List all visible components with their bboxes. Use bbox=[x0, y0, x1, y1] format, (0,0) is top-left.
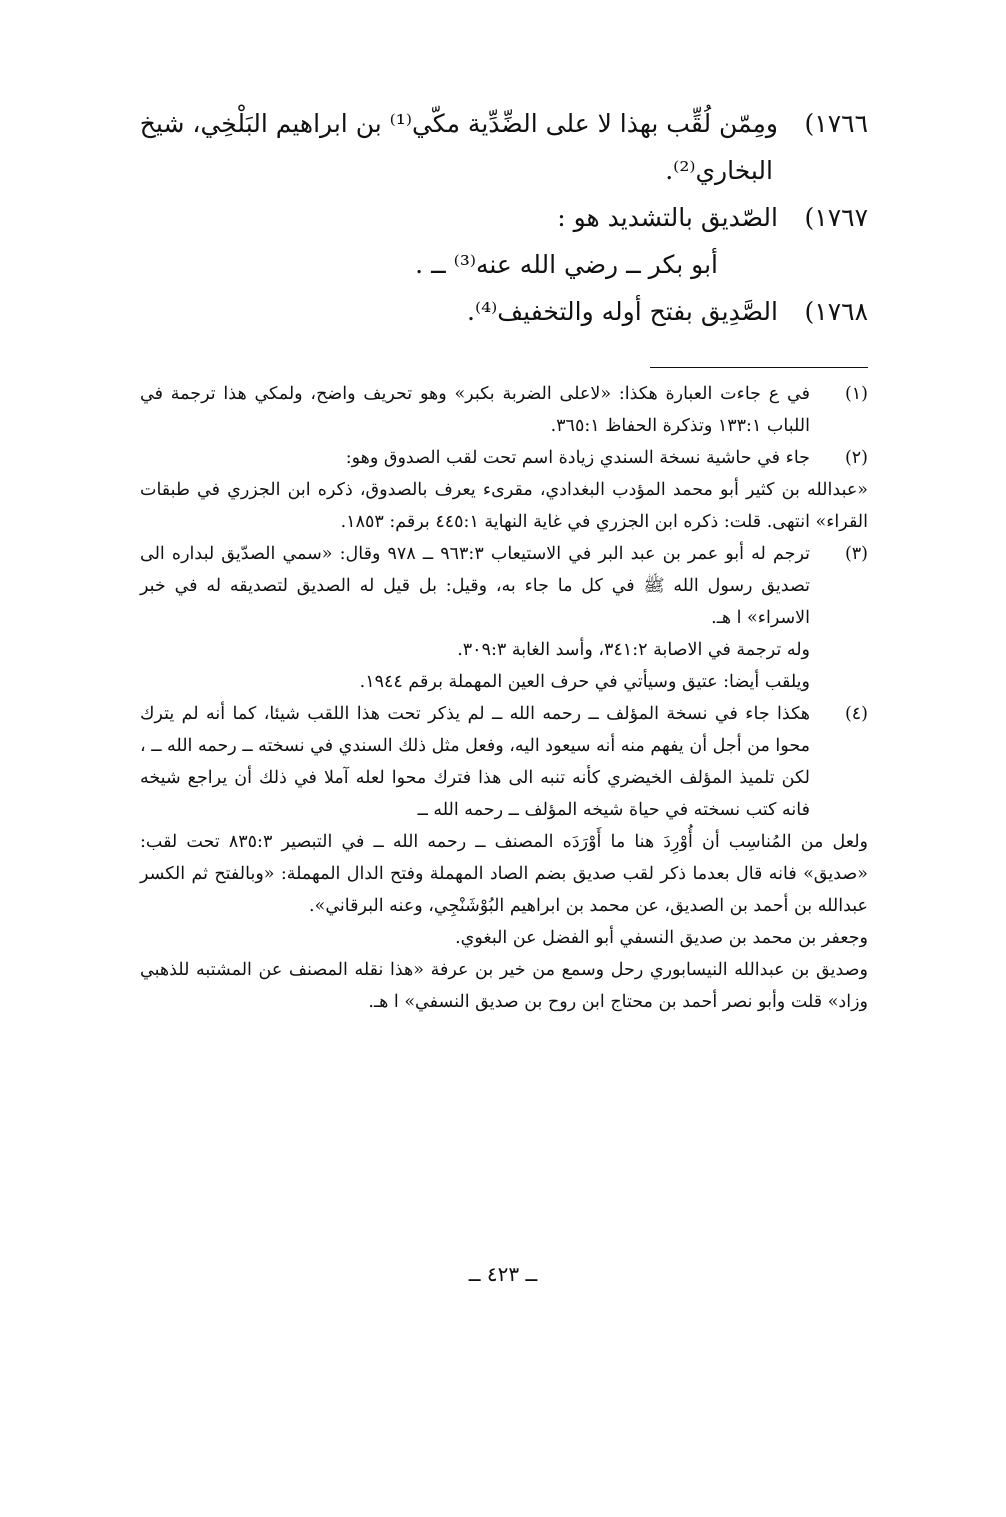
entry-text-line: البخاري⁽²⁾. bbox=[665, 156, 773, 185]
footnote-paragraph: ترجم له أبو عمر بن عبد البر في الاستيعاب ٩٦٣:٣ ــ ٩٧٨ وقال: «سمي الصدّيق لبداره الى تصديق رسول الله ﷺ في كل ما جاء به، وقيل: بل قيل له الصديق لتصديقه له في خبر الاسراء» ا هـ. bbox=[140, 544, 810, 628]
entry-text-line: ومِمّن لُقِّب بهذا لا على الضِّدِّية مكّي⁽¹⁾ بن ابراهيم البَلْخِي، شيخ bbox=[139, 109, 778, 138]
footnote-number: (٤) bbox=[844, 704, 868, 724]
footnote-paragraph: وله ترجمة في الاصابة ٣٤١:٢، وأسد الغابة ٣٠٩:٣. bbox=[457, 640, 810, 660]
footnote-paragraph: هكذا جاء في نسخة المؤلف ــ رحمه الله ــ لم يذكر تحت هذا اللقب شيئا، كما أنه لم يترك محوا من أجل أن يفهم منه أنه سيعود اليه، وفعل مثل ذلك السندي في نسخته ــ رحمه الله ــ ، لكن تلميذ المؤلف الخيضري كأنه تنبه الى هذا فترك محوا لعله آملا في ذلك أن يراجع شيخه فانه كتب نسخته في حياة شيخه المؤلف ــ رحمه الله ــ bbox=[140, 704, 810, 820]
footnote-number: (١) bbox=[844, 384, 868, 404]
entry-number: ١٧٦٨) bbox=[804, 297, 868, 326]
footnote-paragraph: ويلقب أيضا: عتيق وسيأتي في حرف العين المهملة برقم ١٩٤٤. bbox=[359, 672, 810, 692]
entry-1767 bbox=[138, 194, 868, 241]
footnote-2 bbox=[140, 442, 868, 538]
footnote-paragraph: ولعل من المُناسِب أن أُوْرِدَ هنا ما أَوْرَدَه المصنف ــ رحمه الله ــ في التبصير ٨٣٥:٣ تحت لقب: «صديق» فانه قال بعدما ذكر لقب صديق بضم الصاد المهملة وفتح الدال المهملة: «وبالفتح ثم الكسر عبدالله بن أحمد بن الصديق، عن محمد بن ابراهيم البُوْشَنْجِي، وعنه البرقاني». bbox=[140, 832, 868, 916]
footnote-paragraph: «عبدالله بن كثير أبو محمد المؤدب البغدادي، مقرىء يعرف بالصدوق، ذكره ابن الجزري في طبقات القراء» انتهى. قلت: ذكره ابن الجزري في غاية النهاية ٤٤٥:١ برقم: ١٨٥٣. bbox=[140, 480, 868, 532]
page-number: ــ ٤٢٣ ــ bbox=[468, 1262, 538, 1286]
entry-1767-name: أبو بكر ــ رضي الله عنه⁽³⁾ ــ . bbox=[415, 250, 718, 279]
footnote-paragraph: وصديق بن عبدالله النيسابوري رحل وسمع من خير بن عرفة «هذا نقله المصنف عن المشتبه للذهبي وزاد» قلت وأبو نصر أحمد بن محتاج ابن روح بن صديق النسفي» ا هـ. bbox=[140, 960, 868, 1012]
entry-1766 bbox=[138, 100, 868, 194]
footnote-1 bbox=[140, 378, 868, 442]
footnote-paragraph: جاء في حاشية نسخة السندي زيادة اسم تحت لقب الصدوق وهو: bbox=[345, 448, 810, 468]
entry-number: ١٧٦٦) bbox=[804, 109, 868, 138]
main-entries bbox=[138, 100, 868, 335]
footnote-paragraph: وجعفر بن محمد بن صديق النسفي أبو الفضل عن البغوي. bbox=[455, 928, 868, 948]
footnote-separator bbox=[650, 367, 868, 368]
footnote-4 bbox=[140, 698, 868, 1018]
entry-text-line: الصَّدِيق بفتح أوله والتخفيف⁽⁴⁾. bbox=[467, 297, 778, 326]
footnote-number: (٢) bbox=[844, 448, 868, 468]
entry-1768 bbox=[138, 288, 868, 335]
footnotes bbox=[140, 378, 868, 1018]
footnote-number: (٣) bbox=[844, 544, 868, 564]
footnote-3 bbox=[140, 538, 868, 698]
entry-text-line: الصّديق بالتشديد هو : bbox=[557, 203, 778, 232]
footnote-paragraph: في ع جاءت العبارة هكذا: «لاعلى الضربة بكبر» وهو تحريف واضح، ولمكي هذا ترجمة في اللباب ١٣٣:١ وتذكرة الحفاظ ٣٦٥:١. bbox=[140, 384, 810, 436]
entry-number: ١٧٦٧) bbox=[804, 203, 868, 232]
